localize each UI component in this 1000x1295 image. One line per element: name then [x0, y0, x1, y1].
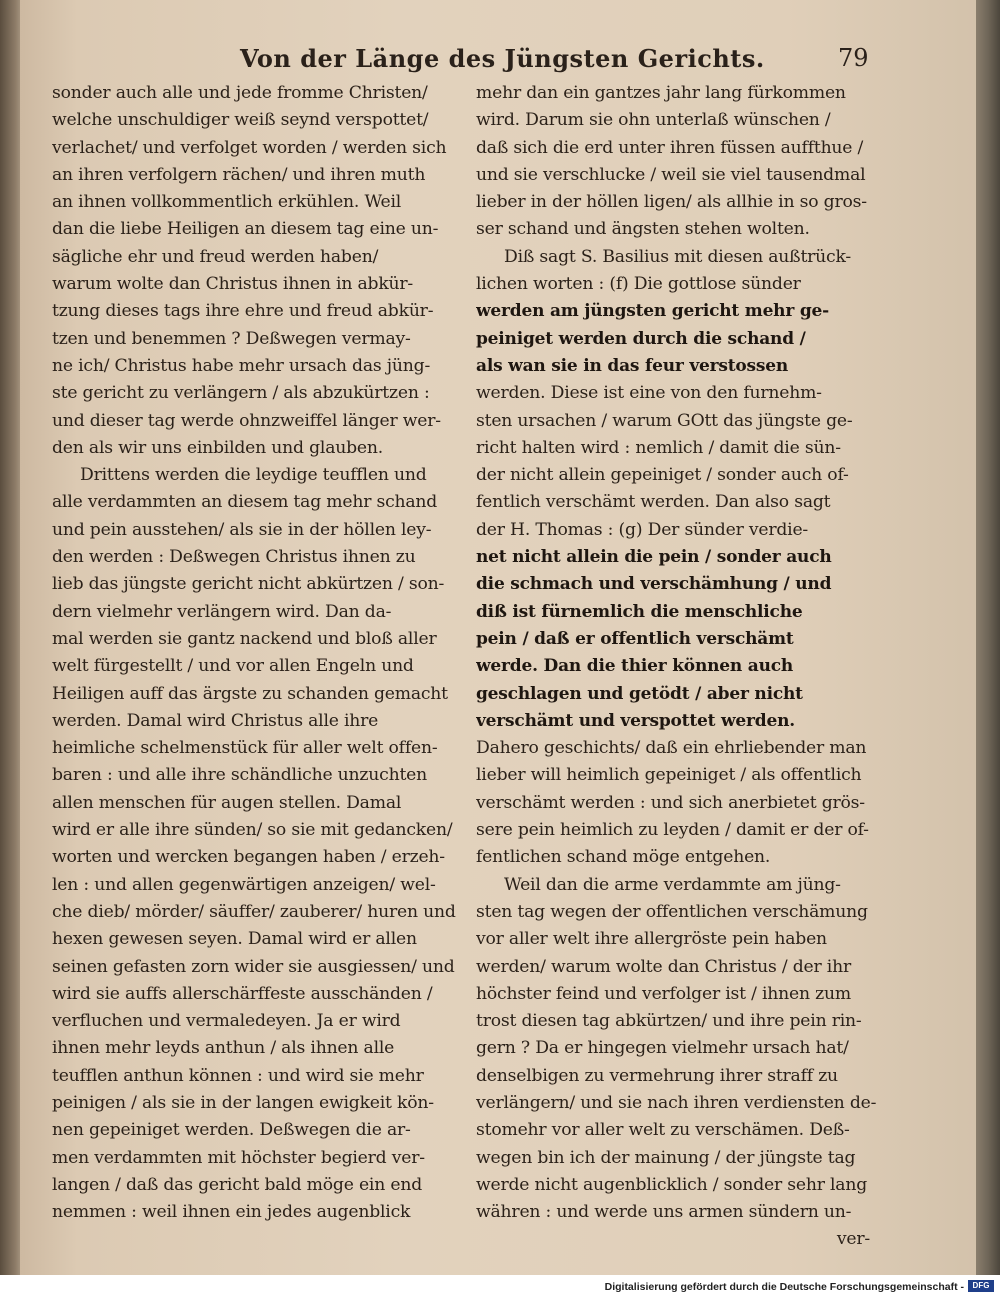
text-line: nen gepeiniget werden. Deßwegen die ar- [52, 1120, 411, 1141]
text-line: mal werden sie gantz nackend und bloß aller [52, 628, 437, 649]
text-line: welche unschuldiger weiß seynd verspottet/ [52, 110, 429, 131]
text-line: werde. Dan die thier können auch [476, 656, 794, 677]
text-line: peiniget werden durch die schand / [476, 328, 806, 349]
text-line: höchster feind und verfolger ist / ihnen zum [476, 983, 851, 1004]
digitization-credit: Digitalisierung gefördert durch die Deutsche Forschungsgemeinschaft - [604, 1281, 964, 1293]
text-line: lieb das jüngste gericht nicht abkürtzen / son- [52, 574, 445, 595]
text-line: die schmach und verschämhung / und [476, 574, 832, 595]
text-line: net nicht allein die pein / sonder auch [476, 547, 832, 568]
text-line: mehr dan ein gantzes jahr lang fürkommen [476, 83, 846, 103]
text-line: werden am jüngsten gericht mehr ge- [476, 301, 829, 322]
text-line: geschlagen und getödt / aber nicht [476, 683, 803, 704]
text-line: und dieser tag werde ohnzweiffel länger wer- [52, 410, 441, 431]
text-line: verschämt und verspottet werden. [476, 710, 795, 731]
dfg-logo: DFG [968, 1280, 994, 1292]
text-line: den als wir uns einbilden und glauben. [52, 437, 384, 458]
text-line: als wan sie in das feur verstossen [476, 355, 789, 376]
text-line: wird. Darum sie ohn unterlaß wünschen / [476, 110, 831, 131]
text-line: allen menschen für augen stellen. Damal [52, 792, 402, 813]
text-line: stomehr vor aller welt zu verschämen. Deß- [476, 1120, 850, 1141]
text-line: vor aller welt ihre allergröste pein haben [476, 929, 827, 950]
text-line: fentlich verschämt werden. Dan also sagt [476, 492, 831, 513]
text-line: sonder auch alle und jede fromme Christen/ [52, 83, 428, 103]
text-line: der nicht allein gepeiniget / sonder auch of- [476, 465, 849, 486]
text-line: währen : und werde uns armen sündern un- [476, 1202, 852, 1223]
text-line: diß ist fürnemlich die menschliche [476, 601, 803, 622]
text-line: werden/ warum wolte dan Christus / der ihr [476, 956, 851, 977]
text-line: und pein ausstehen/ als sie in der höllen ley- [52, 519, 432, 540]
text-line: hexen gewesen seyen. Damal wird er allen [52, 929, 417, 950]
text-line: teufflen anthun können : und wird sie mehr [52, 1065, 424, 1086]
running-title: Von der Länge des Jüngsten Gerichts. [240, 44, 765, 73]
text-line: gern ? Da er hingegen vielmehr ursach hat/ [476, 1038, 849, 1059]
text-line: lieber will heimlich gepeiniget / als offentlich [476, 765, 862, 786]
text-line: der H. Thomas : (g) Der sünder verdie- [476, 519, 809, 540]
text-line: richt halten wird : nemlich / damit die sün- [476, 437, 841, 458]
text-line: tzen und benemmen ? Deßwegen vermay- [52, 328, 411, 349]
catchword: ver- [836, 1229, 870, 1250]
text-line: werde nicht augenblicklich / sonder sehr lang [476, 1174, 868, 1195]
text-line: verlängern/ und sie nach ihren verdiensten de- [476, 1092, 877, 1113]
text-line: dern vielmehr verlängern wird. Dan da- [52, 601, 392, 622]
text-line: worten und wercken begangen haben / erzeh- [52, 847, 445, 868]
text-line: men verdammten mit höchster begierd ver- [52, 1147, 425, 1168]
text-line: langen / daß das gericht bald möge ein end [52, 1174, 422, 1195]
text-line: heimliche schelmenstück für aller welt offen- [52, 738, 438, 759]
text-line: sten ursachen / warum GOtt das jüngste ge- [476, 410, 853, 431]
text-line: lichen worten : (f) Die gottlose sünder [476, 274, 801, 295]
text-line: dan die liebe Heiligen an diesem tag eine un- [52, 219, 439, 240]
text-line: und sie verschlucke / weil sie viel tausendmal [476, 164, 866, 185]
text-line: trost diesen tag abkürtzen/ und ihre pein rin- [476, 1011, 862, 1032]
text-line: Heiligen auff das ärgste zu schanden gemacht [52, 683, 448, 704]
text-line: werden. Diese ist eine von den furnehm- [476, 383, 822, 404]
text-line: Dahero geschichts/ daß ein ehrliebender man [476, 738, 867, 759]
text-line: Drittens werden die leydige teufflen und [80, 465, 427, 486]
text-line: che dieb/ mörder/ säuffer/ zauberer/ huren und [52, 901, 456, 922]
text-line: wird sie auffs allerschärffeste ausschänden / [52, 983, 433, 1004]
text-line: an ihnen vollkommentlich erkühlen. Weil [52, 192, 402, 213]
text-line: peinigen / als sie in der langen ewigkeit kön- [52, 1092, 434, 1113]
text-line: alle verdammten an diesem tag mehr schand [52, 492, 438, 513]
left-column [52, 80, 460, 1226]
text-line: werden. Damal wird Christus alle ihre [52, 710, 379, 731]
text-line: baren : und alle ihre schändliche unzuchten [52, 765, 427, 786]
text-line: ser schand und ängsten stehen wolten. [476, 219, 810, 240]
text-line: tzung dieses tags ihre ehre und freud abkür- [52, 301, 434, 322]
text-line: denselbigen zu vermehrung ihrer straff zu [476, 1065, 838, 1086]
text-line: an ihren verfolgern rächen/ und ihren muth [52, 164, 426, 185]
text-line: pein / daß er offentlich verschämt [476, 628, 794, 649]
text-line: verfluchen und vermaledeyen. Ja er wird [52, 1011, 401, 1032]
text-line: ihnen mehr leyds anthun / als ihnen alle [52, 1038, 395, 1059]
text-line: ne ich/ Christus habe mehr ursach das jüng- [52, 355, 431, 376]
text-line: ste gericht zu verlängern / als abzukürtzen : [52, 383, 430, 404]
text-line: len : und allen gegenwärtigen anzeigen/ wel- [52, 874, 436, 895]
text-line: welt fürgestellt / und vor allen Engeln und [52, 656, 414, 677]
text-line: fentlichen schand möge entgehen. [476, 847, 771, 868]
text-line: verlachet/ und verfolget worden / werden sich [52, 137, 447, 158]
text-line: nemmen : weil ihnen ein jedes augenblick [52, 1202, 411, 1223]
text-line: Diß sagt S. Basilius mit diesen außtrück- [504, 246, 851, 267]
right-column [476, 80, 888, 1254]
text-line: wegen bin ich der mainung / der jüngste tag [476, 1147, 856, 1168]
text-line: sägliche ehr und freud werden haben/ [52, 246, 379, 267]
text-line: lieber in der höllen ligen/ als allhie in so gros- [476, 192, 867, 213]
text-line: Weil dan die arme verdammte am jüng- [504, 874, 841, 895]
text-line: wird er alle ihre sünden/ so sie mit gedancken/ [52, 820, 453, 841]
page-number: 79 [838, 44, 869, 72]
page-edge [976, 0, 1000, 1275]
text-line: sten tag wegen der offentlichen verschämung [476, 901, 868, 922]
text-line: seinen gefasten zorn wider sie ausgiessen/ und [52, 956, 455, 977]
text-line: sere pein heimlich zu leyden / damit er der of- [476, 820, 869, 841]
text-line: den werden : Deßwegen Christus ihnen zu [52, 547, 416, 568]
text-line: warum wolte dan Christus ihnen in abkür- [52, 274, 414, 295]
text-line: daß sich die erd unter ihren füssen auffthue / [476, 137, 864, 158]
text-line: verschämt werden : und sich anerbietet grös- [476, 792, 865, 813]
